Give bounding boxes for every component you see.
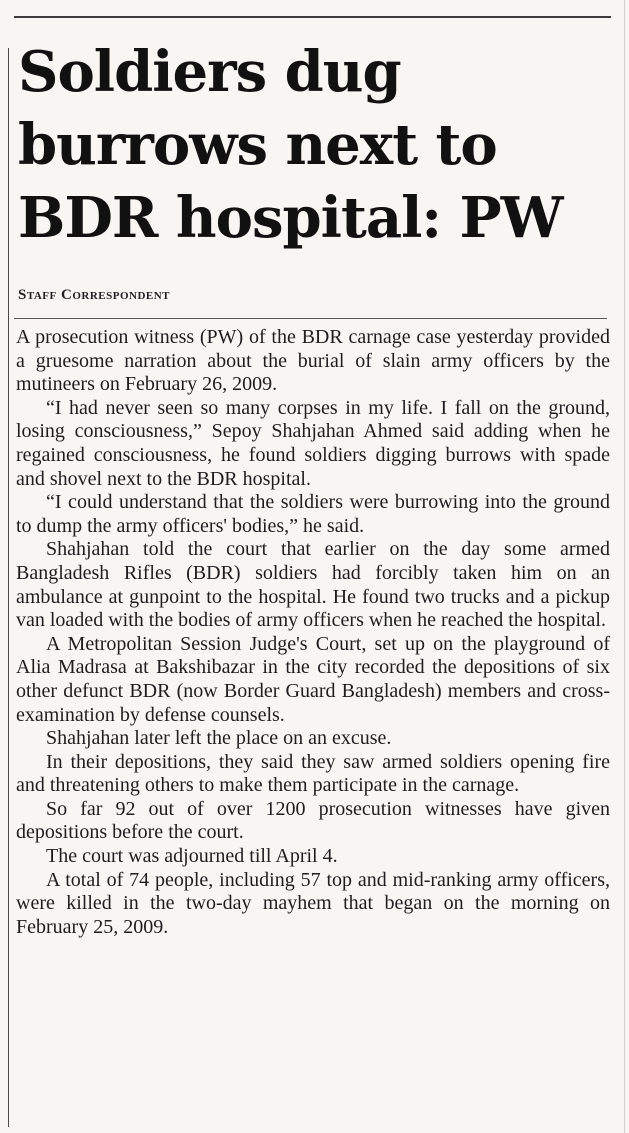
byline-rule [14, 318, 607, 319]
headline [18, 36, 618, 255]
paragraph: The court was adjourned till April 4. [46, 845, 338, 868]
headline-line: BDR hospital: PW [18, 185, 563, 251]
article-body [16, 326, 610, 939]
top-rule [14, 16, 611, 18]
paragraph: Shahjahan told the court that earlier on the day some armed Bangladesh Rifles (BDR) soldiers had forcibly taken him on an ambulance at gunpoint to the hospital. He found two trucks and a pickup van loaded with the bodies of army officers when he reached the hospital. [16, 538, 610, 632]
byline: Staff Correspondent [18, 287, 171, 303]
paragraph: Shahjahan later left the place on an excuse. [46, 727, 392, 750]
right-edge-rule [624, 0, 625, 1133]
paragraph: A total of 74 people, including 57 top and mid-ranking army officers, were killed in the two-day mayhem that began on the morning on February 25, 2009. [16, 868, 610, 938]
headline-line: Soldiers dug [18, 39, 401, 105]
left-column-rule [8, 48, 9, 1127]
paragraph: So far 92 out of over 1200 prosecution witnesses have given depositions before the court. [16, 797, 610, 844]
headline-line: burrows next to [18, 112, 497, 178]
paragraph: A Metropolitan Session Judge's Court, set up on the playground of Alia Madrasa at Bakshibazar in the city recorded the depositions of six other defunct BDR (now Border Guard Bangladesh) members and cross-examination by defense counsels. [16, 632, 610, 726]
paragraph: A prosecution witness (PW) of the BDR carnage case yesterday provided a gruesome narration about the burial of slain army officers by the mutineers on February 26, 2009. [16, 326, 610, 396]
paragraph: “I could understand that the soldiers were burrowing into the ground to dump the army officers' bodies,” he said. [16, 491, 610, 537]
paragraph: In their depositions, they said they saw armed soldiers opening fire and threatening others to make them participate in the carnage. [16, 750, 610, 797]
paragraph: “I had never seen so many corpses in my life. I fall on the ground, losing consciousness,” Sepoy Shahjahan Ahmed said adding when he regained consciousness, he found soldiers digging burrows with spade and shovel next to the BDR hospital. [16, 396, 610, 490]
